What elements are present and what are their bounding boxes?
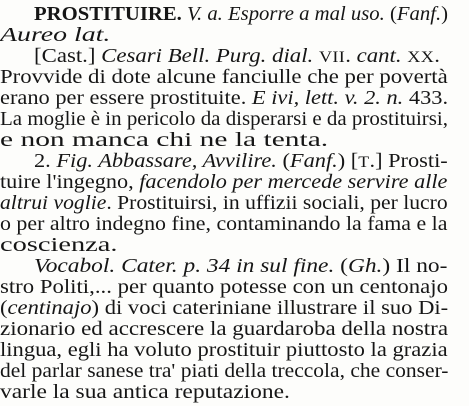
entry-text-segment: .] Prosti-	[369, 151, 448, 172]
entry-text-segment: coscienza.	[0, 235, 118, 256]
entry-text-segment: (	[340, 256, 348, 277]
entry-text-segment: ) di voci cateriniane illustrare il suo Di-	[91, 298, 449, 319]
entry-text-segment: facendolo per mercede servire alle	[139, 172, 448, 193]
entry-text-segment: Cesari Bell. Purg. dial.	[101, 46, 319, 67]
entry-text-segment: centinajo	[7, 298, 92, 319]
entry-text-segment: stro Politi,... per quanto potesse con un centonajo	[0, 277, 448, 298]
entry-text-segment: cant.	[356, 46, 408, 67]
entry-text-segment: Provvide di dote alcune fanciulle che per povertà	[0, 67, 448, 88]
entry-text-segment: 2.	[34, 151, 57, 172]
entry-text-segment: XX	[407, 49, 435, 66]
entry-text-segment: Gh.	[347, 256, 383, 277]
entry-text-segment: VII	[318, 49, 346, 66]
entry-text-segment: .	[345, 46, 357, 67]
entry-text-segment: lingua, egli ha voluto prostituir piuttosto la grazia	[0, 340, 448, 361]
entry-text-segment: . Prostituirsi, in uffizii sociali, per lucro	[106, 193, 448, 214]
entry-text-segment: zionario ed accrescere la guardaroba della nostra	[0, 319, 449, 340]
entry-text-segment: o per altro indegno fine, contaminando la fama e la	[0, 214, 448, 235]
entry-text-segment: ) [	[337, 151, 359, 172]
entry-text-segment: 433.	[408, 88, 449, 109]
entry-text-segment: (	[282, 151, 290, 172]
entry-text-segment: PROSTITUIRE.	[34, 4, 182, 25]
entry-text-segment: tuire l'ingegno,	[0, 172, 140, 193]
entry-text-segment: Fig. Abbassare, Avvilire.	[56, 151, 283, 172]
entry-text-segment: varle la sua antica reputazione.	[0, 382, 290, 403]
entry-text-segment: Vocabol. Cater. p. 34 in sul fine.	[34, 256, 341, 277]
entry-text-segment: La moglie è in pericolo da disperarsi e da prostituirsi,	[0, 109, 448, 130]
entry-text-segment: Fanf.	[396, 4, 442, 25]
entry-text-segment: del parlar sanese tra' piati della treccola, che conser-	[0, 361, 449, 382]
entry-text-segment: E ivi, lett. v. 2. n.	[251, 88, 409, 109]
entry-text-segment: altrui voglie	[0, 193, 107, 214]
entry-text-segment: ) Il no-	[382, 256, 448, 277]
entry-text-segment: V. a. Esporre a mal uso.	[181, 4, 390, 25]
entry-text-segment: (	[0, 298, 8, 319]
entry-text-segment: Aureo lat.	[0, 25, 111, 46]
entry-text-segment: erano per essere prostituite.	[0, 88, 252, 109]
entry-text-segment: T	[358, 154, 370, 171]
entry-text-segment: (	[389, 4, 397, 25]
entry-line	[0, 380, 290, 406]
entry-text-segment: .	[434, 46, 440, 67]
entry-text-segment: e non manca chi ne la tenta.	[0, 130, 329, 151]
entry-text-segment: Fanf.	[289, 151, 338, 172]
entry-text-segment: )	[441, 4, 449, 25]
entry-text-segment: [Cast.]	[34, 46, 102, 67]
